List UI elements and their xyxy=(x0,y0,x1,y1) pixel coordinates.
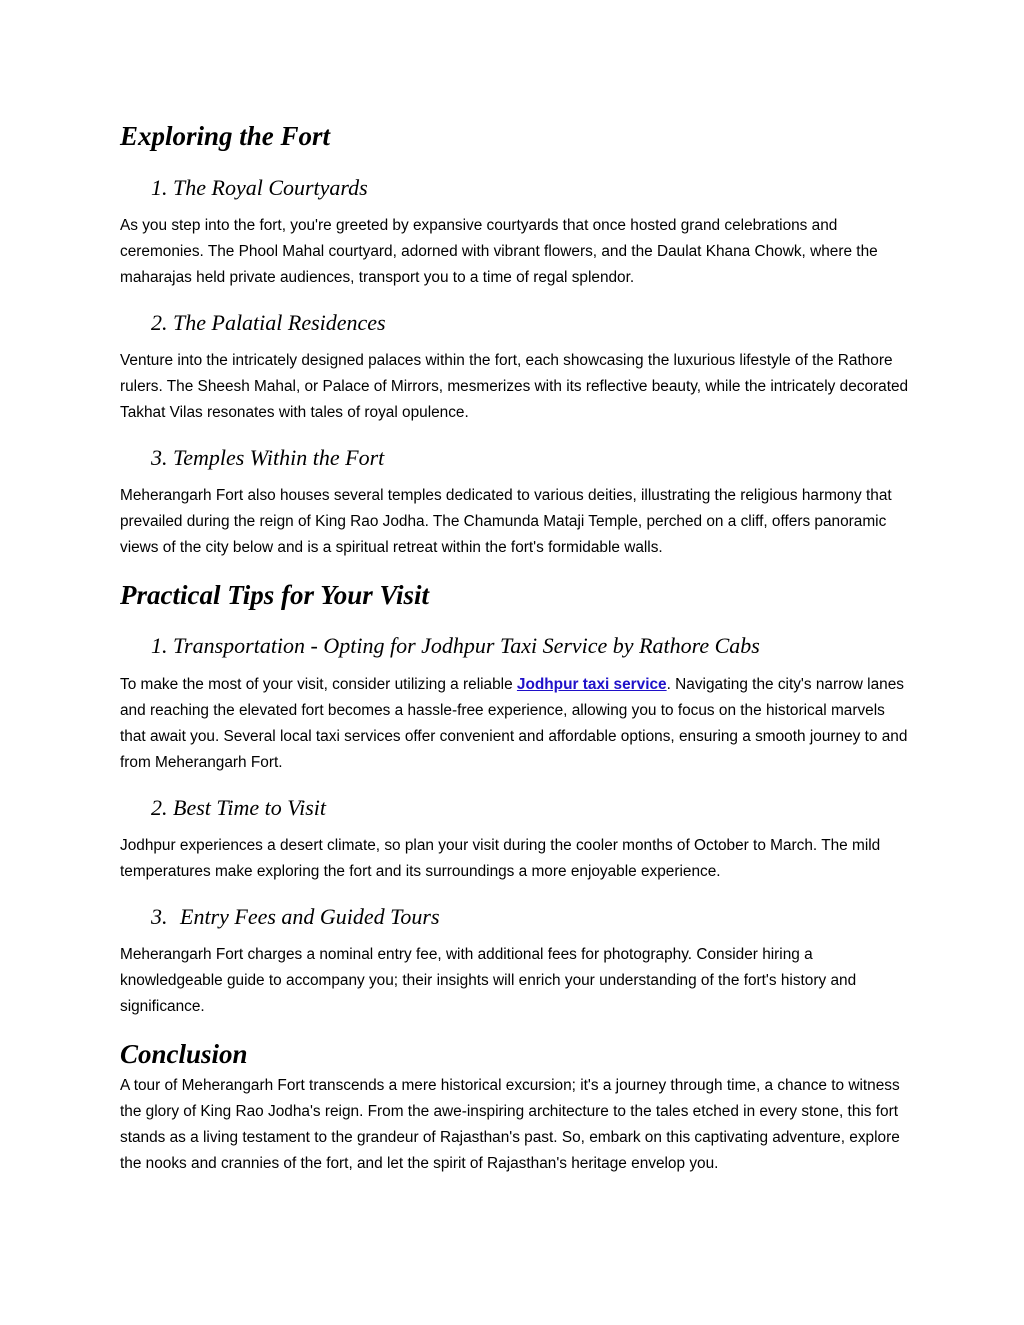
paragraph-transportation xyxy=(120,672,910,776)
list-number: 1. xyxy=(151,633,168,658)
subheading-entry-fees xyxy=(151,903,440,931)
subheading-royal-courtyards xyxy=(151,174,368,202)
heading-conclusion: Conclusion xyxy=(120,1039,248,1069)
paragraph-temples-within-fort: Meherangarh Fort also houses several temples dedicated to various deities, illustrating the religious harmony that prevailed during the reign of King Rao Jodha. The Chamunda Mataji Temple, perched on a cliff, offers panoramic views of the city below and is a spiritual retreat within the fort's formidable walls. xyxy=(120,487,892,556)
subheading-palatial-residences xyxy=(151,309,386,337)
paragraph-conclusion: A tour of Meherangarh Fort transcends a mere historical excursion; it's a journey through time, a chance to witness the glory of King Rao Jodha's reign. From the awe-inspiring architecture to the tales etched in every stone, this fort stands as a living testament to the grandeur of Rajasthan's past. So, embark on this captivating adventure, explore the nooks and crannies of the fort, and let the spirit of Rajasthan's heritage envelop you. xyxy=(120,1077,900,1172)
paragraph-royal-courtyards: As you step into the fort, you're greeted by expansive courtyards that once hosted grand celebrations and ceremonies. The Phool Mahal courtyard, adorned with vibrant flowers, and the Daulat Khana Chowk, where the maharajas held private audiences, transport you to a time of regal splendor. xyxy=(120,217,878,286)
list-number: 2. xyxy=(151,310,168,335)
heading-practical-tips: Practical Tips for Your Visit xyxy=(120,580,430,610)
subheading-temples-within-fort xyxy=(151,444,384,472)
list-number: 3. xyxy=(151,445,168,470)
list-number: 1. xyxy=(151,175,168,200)
jodhpur-taxi-service-link[interactable]: Jodhpur taxi service xyxy=(516,676,667,693)
paragraph-entry-fees: Meherangarh Fort charges a nominal entry fee, with additional fees for photography. Consider hiring a knowledgeable guide to accompany you; their insights will enrich your understanding of the fort's history and significance. xyxy=(120,946,857,1015)
paragraph-best-time: Jodhpur experiences a desert climate, so plan your visit during the cooler months of October to March. The mild temperatures make exploring the fort and its surroundings a more enjoyable experience. xyxy=(120,837,881,880)
heading-exploring-the-fort: Exploring the Fort xyxy=(120,121,331,151)
subheading-text: Best Time to Visit xyxy=(173,795,326,820)
subheading-text: Entry Fees and Guided Tours xyxy=(180,904,440,929)
list-number: 3. xyxy=(151,904,168,929)
list-number: 2. xyxy=(151,795,168,820)
subheading-best-time xyxy=(151,794,326,822)
subheading-text: The Palatial Residences xyxy=(173,310,386,335)
subheading-transportation xyxy=(151,632,760,660)
subheading-text: The Royal Courtyards xyxy=(173,175,368,200)
paragraph-text-before-link: To make the most of your visit, consider utilizing a reliable xyxy=(120,676,517,693)
paragraph-text-after-link: . Navigating the city's narrow lanes and reaching the elevated fort becomes a hassle-free experience, allowing you to focus on the historical marvels that await you. Several local taxi services offer convenient and affordable options, ensuring a smooth journey to and from Meherangarh Fort. xyxy=(120,676,908,771)
subheading-text: Temples Within the Fort xyxy=(173,445,385,470)
subheading-text: Transportation - Opting for Jodhpur Taxi Service by Rathore Cabs xyxy=(173,633,760,658)
paragraph-palatial-residences: Venture into the intricately designed palaces within the fort, each showcasing the luxurious lifestyle of the Rathore rulers. The Sheesh Mahal, or Palace of Mirrors, mesmerizes with its reflective beauty, while the intricately decorated Takhat Vilas resonates with tales of royal opulence. xyxy=(120,352,909,421)
